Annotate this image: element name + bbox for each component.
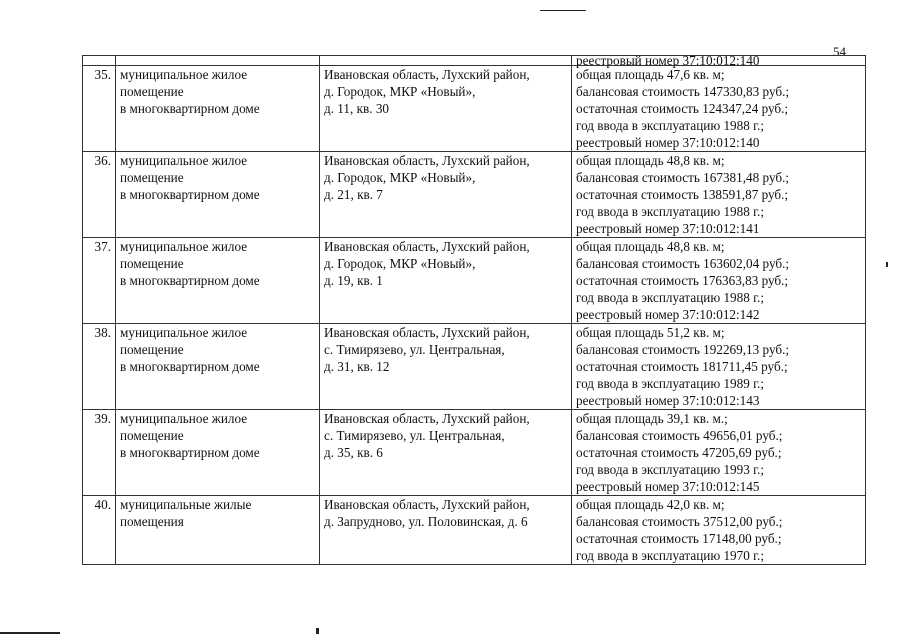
name-line: муниципальное жилое bbox=[120, 411, 248, 426]
info-cell bbox=[572, 324, 866, 410]
scan-mark-top bbox=[540, 10, 586, 11]
table-row bbox=[83, 238, 866, 324]
table-row bbox=[83, 410, 866, 496]
scan-mark-bottom-left bbox=[0, 632, 60, 634]
address-line: Ивановская область, Лухский район, bbox=[324, 153, 530, 168]
address-line: д. Городок, МКР «Новый», bbox=[324, 84, 476, 99]
info-line: остаточная стоимость 124347,24 руб.; bbox=[576, 101, 789, 116]
name-cell bbox=[116, 66, 320, 152]
name-line: муниципальные жилые bbox=[120, 497, 252, 512]
info-cell bbox=[572, 496, 866, 565]
scan-mark-bottom-center bbox=[316, 628, 319, 634]
name-line: в многоквартирном доме bbox=[120, 273, 260, 288]
info-cell bbox=[572, 410, 866, 496]
info-line: балансовая стоимость 147330,83 руб.; bbox=[576, 84, 790, 99]
info-line: остаточная стоимость 176363,83 руб.; bbox=[576, 273, 789, 288]
info-line: реестровый номер 37:10:012:143 bbox=[576, 393, 760, 408]
info-line: год ввода в эксплуатацию 1988 г.; bbox=[576, 290, 765, 305]
address-line: д. Городок, МКР «Новый», bbox=[324, 170, 476, 185]
row-number-cell: 38. bbox=[83, 324, 116, 410]
address-line: с. Тимирязево, ул. Центральная, bbox=[324, 428, 505, 443]
name-cell bbox=[116, 238, 320, 324]
address-line: д. Запрудново, ул. Половинская, д. 6 bbox=[324, 514, 528, 529]
info-line: реестровый номер 37:10:012:145 bbox=[576, 479, 760, 494]
address-cell bbox=[320, 238, 572, 324]
info-line: год ввода в эксплуатацию 1993 г.; bbox=[576, 462, 765, 477]
name-cell bbox=[116, 496, 320, 565]
address-line: д. 21, кв. 7 bbox=[324, 187, 383, 202]
name-line: помещение bbox=[120, 256, 184, 271]
info-line: реестровый номер 37:10:012:140 bbox=[576, 135, 760, 150]
address-line: Ивановская область, Лухский район, bbox=[324, 239, 530, 254]
name-line: помещения bbox=[120, 514, 184, 529]
info-line: общая площадь 51,2 кв. м; bbox=[576, 325, 725, 340]
row-number-cell: 35. bbox=[83, 66, 116, 152]
name-line: муниципальное жилое bbox=[120, 325, 248, 340]
name-line: в многоквартирном доме bbox=[120, 187, 260, 202]
info-line: год ввода в эксплуатацию 1988 г.; bbox=[576, 204, 765, 219]
info-line: общая площадь 39,1 кв. м.; bbox=[576, 411, 728, 426]
info-line: балансовая стоимость 37512,00 руб.; bbox=[576, 514, 783, 529]
info-line: балансовая стоимость 163602,04 руб.; bbox=[576, 256, 790, 271]
info-cell bbox=[572, 152, 866, 238]
info-line: общая площадь 48,8 кв. м; bbox=[576, 239, 725, 254]
info-cell bbox=[572, 238, 866, 324]
info-line: реестровый номер 37:10:012:142 bbox=[576, 307, 760, 322]
name-line: помещение bbox=[120, 84, 184, 99]
name-cell bbox=[116, 152, 320, 238]
info-line: общая площадь 47,6 кв. м; bbox=[576, 67, 725, 82]
property-table bbox=[82, 55, 866, 565]
table-row bbox=[83, 66, 866, 152]
address-line: Ивановская область, Лухский район, bbox=[324, 497, 530, 512]
name-cell bbox=[116, 410, 320, 496]
name-line: в многоквартирном доме bbox=[120, 445, 260, 460]
scan-mark-right bbox=[886, 262, 888, 267]
address-cell bbox=[320, 410, 572, 496]
info-line: общая площадь 42,0 кв. м; bbox=[576, 497, 725, 512]
address-cell bbox=[320, 324, 572, 410]
row-number-cell: 36. bbox=[83, 152, 116, 238]
address-line: с. Тимирязево, ул. Центральная, bbox=[324, 342, 505, 357]
info-line: реестровый номер 37:10:012:140 bbox=[576, 53, 760, 68]
info-line: реестровый номер 37:10:012:141 bbox=[576, 221, 760, 236]
name-line: муниципальное жилое bbox=[120, 239, 248, 254]
name-cell bbox=[116, 324, 320, 410]
table-row bbox=[83, 152, 866, 238]
info-line: год ввода в эксплуатацию 1989 г.; bbox=[576, 376, 765, 391]
info-cell bbox=[572, 66, 866, 152]
row-number-cell: 37. bbox=[83, 238, 116, 324]
address-line: Ивановская область, Лухский район, bbox=[324, 411, 530, 426]
info-line: год ввода в эксплуатацию 1970 г.; bbox=[576, 548, 765, 563]
address-line: Ивановская область, Лухский район, bbox=[324, 67, 530, 82]
info-line: остаточная стоимость 138591,87 руб.; bbox=[576, 187, 789, 202]
table-row bbox=[83, 324, 866, 410]
name-line: в многоквартирном доме bbox=[120, 101, 260, 116]
row-number-cell: 39. bbox=[83, 410, 116, 496]
info-line: остаточная стоимость 181711,45 руб.; bbox=[576, 359, 788, 374]
name-line: помещение bbox=[120, 342, 184, 357]
info-cell bbox=[572, 53, 866, 68]
address-line: Ивановская область, Лухский район, bbox=[324, 325, 530, 340]
name-line: помещение bbox=[120, 428, 184, 443]
info-line: остаточная стоимость 17148,00 руб.; bbox=[576, 531, 782, 546]
address-cell bbox=[320, 496, 572, 565]
info-line: балансовая стоимость 49656,01 руб.; bbox=[576, 428, 783, 443]
info-line: остаточная стоимость 47205,69 руб.; bbox=[576, 445, 782, 460]
address-cell bbox=[320, 152, 572, 238]
name-line: муниципальное жилое bbox=[120, 153, 248, 168]
info-line: общая площадь 48,8 кв. м; bbox=[576, 153, 725, 168]
address-line: д. Городок, МКР «Новый», bbox=[324, 256, 476, 271]
info-line: балансовая стоимость 167381,48 руб.; bbox=[576, 170, 790, 185]
address-line: д. 11, кв. 30 bbox=[324, 101, 390, 116]
name-line: помещение bbox=[120, 170, 184, 185]
address-line: д. 19, кв. 1 bbox=[324, 273, 383, 288]
row-number-cell: 40. bbox=[83, 496, 116, 565]
page-number: 54 bbox=[833, 44, 846, 59]
info-line: год ввода в эксплуатацию 1988 г.; bbox=[576, 118, 765, 133]
name-line: в многоквартирном доме bbox=[120, 359, 260, 374]
info-line: балансовая стоимость 192269,13 руб.; bbox=[576, 342, 790, 357]
table-row bbox=[83, 496, 866, 565]
address-line: д. 35, кв. 6 bbox=[324, 445, 383, 460]
address-cell bbox=[320, 66, 572, 152]
address-line: д. 31, кв. 12 bbox=[324, 359, 390, 374]
name-line: муниципальное жилое bbox=[120, 67, 248, 82]
table-row-continuation bbox=[83, 56, 866, 66]
